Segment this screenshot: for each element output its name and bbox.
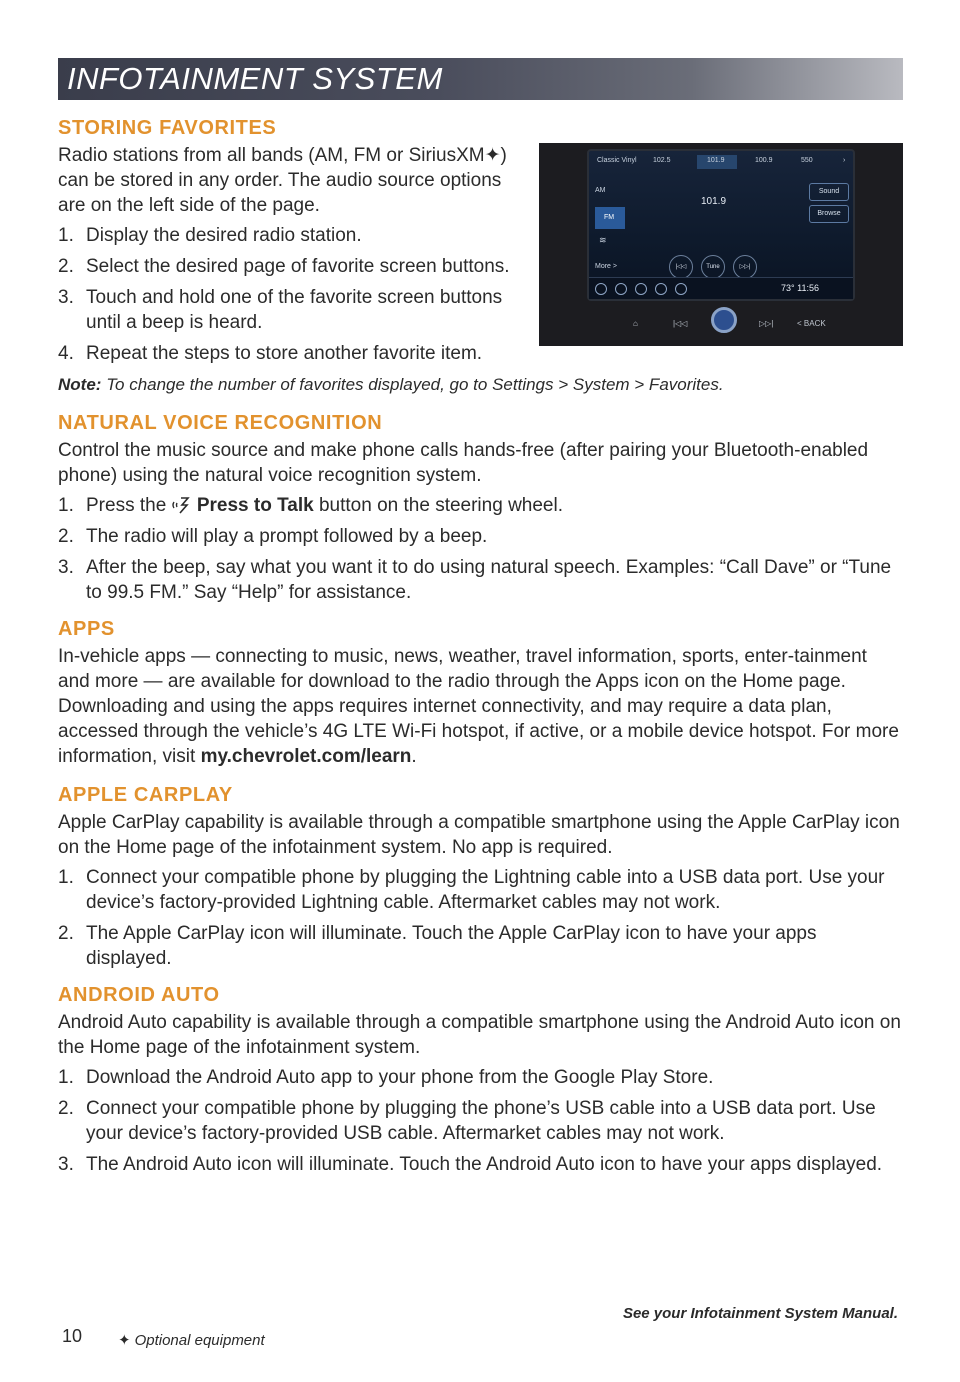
band-am: AM [595,187,606,194]
section-intro: Android Auto capability is available through a compatible smartphone using the Android Auto icon on the Home page of the infotainment system. [58,1012,901,1058]
list-item: 1. Display the desired radio station. [58,225,362,246]
press-to-talk-icon [172,496,192,514]
band-fm: FM [595,207,625,229]
preset-label: 101.9 [707,157,725,164]
learn-link[interactable]: my.chevrolet.com/learn [200,746,412,767]
tune-button: Tune [701,255,725,279]
steps-list [58,1065,903,1177]
section-title: NATURAL VOICE RECOGNITION [58,412,383,434]
section-body: In-vehicle apps — connecting to music, news, weather, travel information, sports, enter-tainment and more — are available for download to the radio through the Apps icon on the Home page. Downloading and using the apps requires internet connectivity, and may require a data plan, accessed through the vehicle’s 4G LTE Wi-Fi hotspot, if active, or a mobile device hotspot. For more information, visit my.chevrolet.com/learn. [58,646,899,767]
temp-time: 73° 11:56 [781,283,819,293]
note: Note: To change the number of favorites displayed, go to Settings > System > Favorites. [58,375,724,394]
seek-back-icon: |◁◁ [669,255,693,279]
voice-recognition-section [58,411,903,605]
home-hard-icon: ⌂ [633,319,638,328]
back-hard-button: < BACK [797,319,826,328]
list-item: 2. Connect your compatible phone by plugging the phone’s USB cable into a USB data port. Use your device’s factory-provided USB cable. Aftermarket cables may not work. [58,1098,876,1144]
satellite-icon: ≋ [599,235,607,245]
optional-star-icon: ✦ [118,1332,131,1349]
manual-reference: See your Infotainment System Manual. [622,1305,898,1322]
chevron-right-icon: › [843,157,846,164]
android-auto-section [58,983,903,1177]
section-intro: Apple CarPlay capability is available through a compatible smartphone using the Apple CarPlay icon on the Home page of the infotainment system. No app is required. [58,812,900,858]
frequency-readout: 101.9 [701,196,727,207]
steps-list [58,865,903,971]
apple-carplay-section [58,783,903,971]
list-item: 1. Press the Press to Talk button on the steering wheel. [58,495,563,516]
section-banner [58,58,903,100]
apps-section [58,617,903,769]
page-number: 10 [62,1326,83,1346]
preset-label: 100.9 [755,157,773,164]
list-item: 3. After the beep, say what you want it to do using natural speech. Examples: “Call Dave” or “Tune to 99.5 FM.” Say “Help” for assistance. [58,557,892,603]
preset-label: 550 [801,157,813,164]
steps-list [58,493,903,605]
section-intro: Control the music source and make phone calls hands-free (after pairing your Bluetooth-enabled phone) using the natural voice recognition system. [58,440,869,486]
list-item: 2. The radio will play a prompt followed by a beep. [58,526,488,547]
seek-forward-hard-icon: ▷▷| [759,319,774,328]
preset-label: Classic Vinyl [597,157,637,164]
browse-button: Browse [809,205,849,223]
optional-equipment-note: ✦ Optional equipment [118,1332,265,1349]
section-intro: Radio stations from all bands (AM, FM or SiriusXM✦) can be stored in any order. The audio source options are on the left side of the page. [58,145,507,216]
sound-button: Sound [809,183,849,201]
main-content [58,112,903,1185]
preset-label: 102.5 [653,157,671,164]
section-title: APPLE CARPLAY [58,784,233,806]
list-item: 4. Repeat the steps to store another favorite item. [58,343,483,364]
section-title: APPS [58,618,115,640]
band-more: More > [595,263,617,270]
seek-forward-icon: ▷▷| [733,255,757,279]
list-item: 1. Connect your compatible phone by plugging the Lightning cable into a USB data port. Use your device’s factory-provided Lightning cable. Aftermarket cables may not work. [58,867,885,913]
storing-favorites-section [58,116,903,397]
seek-back-hard-icon: |◁◁ [673,319,688,328]
section-title: ANDROID AUTO [58,984,220,1006]
list-item: 3. Touch and hold one of the favorite screen buttons until a beep is heard. [58,287,503,333]
list-item: 1. Download the Android Auto app to your phone from the Google Play Store. [58,1067,714,1088]
steps-list [58,223,903,366]
list-item: 3. The Android Auto icon will illuminate. Touch the Android Auto icon to have your apps displayed. [58,1154,883,1175]
section-title: STORING FAVORITES [58,117,277,139]
banner-title: INFOTAINMENT SYSTEM [67,61,443,96]
list-item: 2. The Apple CarPlay icon will illuminate. Touch the Apple CarPlay icon to have your apps displayed. [58,923,817,969]
list-item: 2. Select the desired page of favorite screen buttons. [58,256,510,277]
